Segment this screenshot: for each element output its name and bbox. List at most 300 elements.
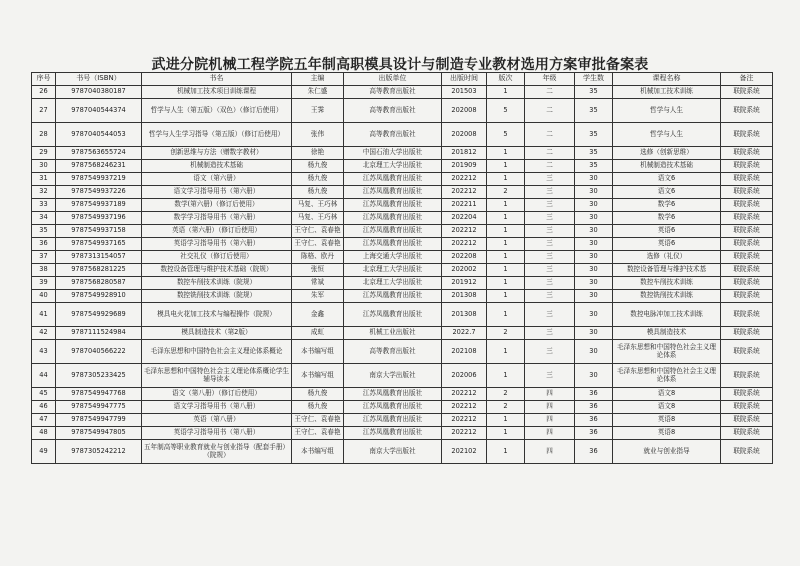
publish-date-cell: 201909 [442,160,487,173]
publish-date-cell: 201503 [442,86,487,99]
isbn-cell: 9787313154057 [56,251,142,264]
course-name-cell: 哲学与人生 [613,99,721,123]
row-number-cell: 35 [32,225,56,238]
edition-cell: 1 [487,277,525,290]
publish-date-cell: 202212 [442,401,487,414]
course-name-cell: 模具制造技术 [613,327,721,340]
row-number-cell: 37 [32,251,56,264]
publisher-cell: 江苏凤凰教育出版社 [344,401,442,414]
table-row [32,340,773,364]
column-header: 书号（ISBN） [56,73,142,86]
column-header: 学生数 [575,73,613,86]
isbn-cell: 9787305242212 [56,440,142,464]
remark-cell: 联院系统 [721,212,773,225]
book-title-cell: 英语（第六册）（修订后使用） [142,225,292,238]
book-title-cell: 机械加工技术项目训练课程 [142,86,292,99]
remark-cell: 联院系统 [721,327,773,340]
course-name-cell: 数控车削技术训练 [613,277,721,290]
column-header: 年级 [525,73,575,86]
editor-cell: 杨九俊 [292,160,344,173]
publish-date-cell: 201308 [442,290,487,303]
edition-cell: 1 [487,86,525,99]
grade-cell: 二 [525,147,575,160]
isbn-cell: 9787549937189 [56,199,142,212]
edition-cell: 1 [487,147,525,160]
course-name-cell: 数控电脉冲加工技术训练 [613,303,721,327]
isbn-cell: 9787549947805 [56,427,142,440]
remark-cell: 联院系统 [721,238,773,251]
publisher-cell: 高等教育出版社 [344,123,442,147]
editor-cell: 陈格、欧丹 [292,251,344,264]
grade-cell: 三 [525,277,575,290]
course-name-cell: 语文8 [613,388,721,401]
table-row [32,147,773,160]
publish-date-cell: 202002 [442,264,487,277]
editor-cell: 马复、王巧林 [292,212,344,225]
remark-cell: 联院系统 [721,414,773,427]
publisher-cell: 江苏凤凰教育出版社 [344,414,442,427]
publish-date-cell: 202008 [442,99,487,123]
table-row [32,303,773,327]
isbn-cell: 9787040380187 [56,86,142,99]
editor-cell: 本书编写组 [292,440,344,464]
grade-cell: 三 [525,225,575,238]
edition-cell: 2 [487,388,525,401]
row-number-cell: 28 [32,123,56,147]
edition-cell: 2 [487,186,525,199]
publisher-cell: 南京大学出版社 [344,440,442,464]
table-row [32,186,773,199]
column-header: 版次 [487,73,525,86]
book-title-cell: 哲学与人生（第五版）（双色）（修订后使用） [142,99,292,123]
student-count-cell: 30 [575,277,613,290]
book-title-cell: 创新思维与方法（赠数字教材） [142,147,292,160]
table-row [32,251,773,264]
table-row [32,327,773,340]
row-number-cell: 26 [32,86,56,99]
student-count-cell: 30 [575,238,613,251]
grade-cell: 四 [525,401,575,414]
publish-date-cell: 202204 [442,212,487,225]
grade-cell: 三 [525,238,575,251]
publisher-cell: 江苏凤凰教育出版社 [344,225,442,238]
edition-cell: 1 [487,225,525,238]
table-row [32,160,773,173]
isbn-cell: 9787549937196 [56,212,142,225]
remark-cell: 联院系统 [721,99,773,123]
edition-cell: 5 [487,99,525,123]
grade-cell: 三 [525,290,575,303]
row-number-cell: 49 [32,440,56,464]
publisher-cell: 江苏凤凰教育出版社 [344,212,442,225]
book-title-cell: 五年制高等职业教育就业与创业指导（配套手册）（院规） [142,440,292,464]
edition-cell: 1 [487,251,525,264]
book-title-cell: 社交礼仪（修订后使用） [142,251,292,264]
editor-cell: 杨九俊 [292,173,344,186]
student-count-cell: 30 [575,364,613,388]
book-title-cell: 数学(第六册)（修订后使用） [142,199,292,212]
textbook-table [31,72,773,464]
student-count-cell: 30 [575,225,613,238]
editor-cell: 杨九俊 [292,388,344,401]
isbn-cell: 9787568281225 [56,264,142,277]
isbn-cell: 9787568280587 [56,277,142,290]
edition-cell: 1 [487,303,525,327]
publish-date-cell: 201912 [442,277,487,290]
publish-date-cell: 202108 [442,340,487,364]
student-count-cell: 30 [575,199,613,212]
remark-cell: 联院系统 [721,86,773,99]
publish-date-cell: 202102 [442,440,487,464]
editor-cell: 杨九俊 [292,401,344,414]
row-number-cell: 48 [32,427,56,440]
publisher-cell: 南京大学出版社 [344,364,442,388]
book-title-cell: 哲学与人生学习指导（第五版）（修订后使用） [142,123,292,147]
isbn-cell: 9787549937219 [56,173,142,186]
isbn-cell: 9787549937226 [56,186,142,199]
isbn-cell: 9787568246231 [56,160,142,173]
grade-cell: 四 [525,414,575,427]
remark-cell: 联院系统 [721,290,773,303]
publish-date-cell: 2022.7 [442,327,487,340]
editor-cell: 本书编写组 [292,364,344,388]
student-count-cell: 35 [575,86,613,99]
publish-date-cell: 202212 [442,173,487,186]
remark-cell: 联院系统 [721,340,773,364]
editor-cell: 本书编写组 [292,340,344,364]
editor-cell: 张伟 [292,123,344,147]
publisher-cell: 北京理工大学出版社 [344,277,442,290]
course-name-cell: 语文6 [613,173,721,186]
book-title-cell: 语文（第六册） [142,173,292,186]
editor-cell: 王霁 [292,99,344,123]
table-row [32,212,773,225]
column-header: 备注 [721,73,773,86]
publisher-cell: 高等教育出版社 [344,99,442,123]
editor-cell: 王守仁、袁春艳 [292,414,344,427]
publisher-cell: 江苏凤凰教育出版社 [344,427,442,440]
isbn-cell: 9787040544053 [56,123,142,147]
isbn-cell: 9787563655724 [56,147,142,160]
table-row [32,123,773,147]
remark-cell: 联院系统 [721,123,773,147]
remark-cell: 联院系统 [721,251,773,264]
table-row [32,427,773,440]
table-row [32,99,773,123]
editor-cell: 王守仁、袁春艳 [292,225,344,238]
student-count-cell: 35 [575,99,613,123]
book-title-cell: 模具电火花加工技术与编程操作（院规） [142,303,292,327]
remark-cell: 联院系统 [721,225,773,238]
isbn-cell: 9787549947775 [56,401,142,414]
publish-date-cell: 201812 [442,147,487,160]
grade-cell: 二 [525,99,575,123]
remark-cell: 联院系统 [721,440,773,464]
isbn-cell: 9787549937158 [56,225,142,238]
grade-cell: 三 [525,212,575,225]
table-row [32,388,773,401]
grade-cell: 二 [525,86,575,99]
isbn-cell: 9787549928910 [56,290,142,303]
book-title-cell: 机械制造技术基础 [142,160,292,173]
edition-cell: 1 [487,238,525,251]
student-count-cell: 30 [575,212,613,225]
course-name-cell: 数学6 [613,199,721,212]
edition-cell: 1 [487,440,525,464]
student-count-cell: 30 [575,251,613,264]
book-title-cell: 英语学习指导用书（第八册） [142,427,292,440]
remark-cell: 联院系统 [721,173,773,186]
row-number-cell: 41 [32,303,56,327]
course-name-cell: 选修（礼仪） [613,251,721,264]
publish-date-cell: 202212 [442,388,487,401]
row-number-cell: 32 [32,186,56,199]
publisher-cell: 机械工业出版社 [344,327,442,340]
publisher-cell: 高等教育出版社 [344,86,442,99]
editor-cell: 杨九俊 [292,186,344,199]
column-header: 课程名称 [613,73,721,86]
publisher-cell: 江苏凤凰教育出版社 [344,303,442,327]
column-header: 出版单位 [344,73,442,86]
remark-cell: 联院系统 [721,388,773,401]
publish-date-cell: 202212 [442,414,487,427]
student-count-cell: 35 [575,123,613,147]
remark-cell: 联院系统 [721,199,773,212]
edition-cell: 5 [487,123,525,147]
table-row [32,277,773,290]
course-name-cell: 数学6 [613,212,721,225]
student-count-cell: 35 [575,147,613,160]
grade-cell: 二 [525,160,575,173]
grade-cell: 三 [525,303,575,327]
student-count-cell: 30 [575,173,613,186]
publisher-cell: 北京理工大学出版社 [344,160,442,173]
column-header: 出版时间 [442,73,487,86]
row-number-cell: 33 [32,199,56,212]
grade-cell: 四 [525,388,575,401]
table-row [32,440,773,464]
grade-cell: 三 [525,173,575,186]
grade-cell: 三 [525,364,575,388]
publisher-cell: 江苏凤凰教育出版社 [344,388,442,401]
row-number-cell: 36 [32,238,56,251]
remark-cell: 联院系统 [721,147,773,160]
grade-cell: 三 [525,186,575,199]
column-header: 主编 [292,73,344,86]
table-row [32,225,773,238]
table-row [32,290,773,303]
row-number-cell: 39 [32,277,56,290]
grade-cell: 四 [525,440,575,464]
editor-cell: 马复、王巧林 [292,199,344,212]
isbn-cell: 9787040566222 [56,340,142,364]
student-count-cell: 36 [575,388,613,401]
edition-cell: 1 [487,212,525,225]
publish-date-cell: 202212 [442,225,487,238]
publisher-cell: 中国石油大学出版社 [344,147,442,160]
editor-cell: 成虹 [292,327,344,340]
editor-cell: 徐艳 [292,147,344,160]
student-count-cell: 36 [575,401,613,414]
edition-cell: 1 [487,414,525,427]
student-count-cell: 36 [575,414,613,427]
student-count-cell: 30 [575,290,613,303]
publisher-cell: 北京理工大学出版社 [344,264,442,277]
column-header: 序号 [32,73,56,86]
edition-cell: 2 [487,327,525,340]
book-title-cell: 模具制造技术（第2版） [142,327,292,340]
grade-cell: 四 [525,427,575,440]
remark-cell: 联院系统 [721,427,773,440]
course-name-cell: 毛泽东思想和中国特色社会主义理论体系 [613,340,721,364]
course-name-cell: 哲学与人生 [613,123,721,147]
course-name-cell: 英语6 [613,238,721,251]
course-name-cell: 就业与创业指导 [613,440,721,464]
row-number-cell: 45 [32,388,56,401]
editor-cell: 金鑫 [292,303,344,327]
book-title-cell: 语文学习指导用书（第八册） [142,401,292,414]
editor-cell: 张恒 [292,264,344,277]
editor-cell: 王守仁、袁春艳 [292,427,344,440]
isbn-cell: 9787549937165 [56,238,142,251]
book-title-cell: 语文（第八册）（修订后使用） [142,388,292,401]
publish-date-cell: 202212 [442,427,487,440]
course-name-cell: 语文6 [613,186,721,199]
row-number-cell: 46 [32,401,56,414]
table-row [32,401,773,414]
publisher-cell: 江苏凤凰教育出版社 [344,238,442,251]
publish-date-cell: 202008 [442,123,487,147]
edition-cell: 1 [487,290,525,303]
row-number-cell: 31 [32,173,56,186]
isbn-cell: 9787549947799 [56,414,142,427]
publisher-cell: 江苏凤凰教育出版社 [344,290,442,303]
editor-cell: 朱军 [292,290,344,303]
table-row [32,414,773,427]
edition-cell: 1 [487,427,525,440]
publish-date-cell: 202212 [442,186,487,199]
student-count-cell: 30 [575,340,613,364]
edition-cell: 1 [487,364,525,388]
row-number-cell: 47 [32,414,56,427]
course-name-cell: 数控铣削技术训练 [613,290,721,303]
row-number-cell: 38 [32,264,56,277]
grade-cell: 二 [525,123,575,147]
document-title: 武进分院机械工程学院五年制高职模具设计与制造专业教材选用方案审批备案表 [151,57,649,73]
editor-cell: 王守仁、袁春艳 [292,238,344,251]
book-title-cell: 数控设备管理与维护技术基础（院规） [142,264,292,277]
book-title-cell: 语文学习指导用书（第六册） [142,186,292,199]
row-number-cell: 43 [32,340,56,364]
student-count-cell: 35 [575,160,613,173]
course-name-cell: 机械制造技术基础 [613,160,721,173]
publish-date-cell: 202006 [442,364,487,388]
course-name-cell: 语文8 [613,401,721,414]
book-title-cell: 数控车削技术训练（院规） [142,277,292,290]
remark-cell: 联院系统 [721,401,773,414]
book-title-cell: 数控铣削技术训练（院规） [142,290,292,303]
student-count-cell: 30 [575,186,613,199]
book-title-cell: 数学学习指导用书（第六册） [142,212,292,225]
row-number-cell: 40 [32,290,56,303]
table-body [32,86,773,464]
student-count-cell: 30 [575,303,613,327]
edition-cell: 1 [487,160,525,173]
isbn-cell: 9787549947768 [56,388,142,401]
publish-date-cell: 201308 [442,303,487,327]
row-number-cell: 42 [32,327,56,340]
publish-date-cell: 202208 [442,251,487,264]
publisher-cell: 江苏凤凰教育出版社 [344,173,442,186]
edition-cell: 1 [487,264,525,277]
publisher-cell: 江苏凤凰教育出版社 [344,199,442,212]
student-count-cell: 30 [575,264,613,277]
row-number-cell: 29 [32,147,56,160]
edition-cell: 1 [487,340,525,364]
publisher-cell: 高等教育出版社 [344,340,442,364]
column-header: 书名 [142,73,292,86]
row-number-cell: 34 [32,212,56,225]
publish-date-cell: 202212 [442,238,487,251]
remark-cell: 联院系统 [721,277,773,290]
student-count-cell: 30 [575,327,613,340]
remark-cell: 联院系统 [721,364,773,388]
row-number-cell: 44 [32,364,56,388]
course-name-cell: 英语8 [613,427,721,440]
edition-cell: 1 [487,173,525,186]
grade-cell: 三 [525,264,575,277]
course-name-cell: 英语6 [613,225,721,238]
edition-cell: 1 [487,199,525,212]
publisher-cell: 上海交通大学出版社 [344,251,442,264]
grade-cell: 三 [525,327,575,340]
isbn-cell: 9787111524984 [56,327,142,340]
isbn-cell: 9787040544374 [56,99,142,123]
editor-cell: 常斌 [292,277,344,290]
remark-cell: 联院系统 [721,186,773,199]
course-name-cell: 机械加工技术训练 [613,86,721,99]
course-name-cell: 选修（创新思维） [613,147,721,160]
remark-cell: 联院系统 [721,160,773,173]
remark-cell: 联院系统 [721,264,773,277]
student-count-cell: 36 [575,440,613,464]
grade-cell: 三 [525,251,575,264]
publish-date-cell: 202211 [442,199,487,212]
book-title-cell: 毛泽东思想和中国特色社会主义理论体系概论学生辅导读本 [142,364,292,388]
book-title-cell: 英语学习指导用书（第六册） [142,238,292,251]
table-row [32,199,773,212]
publisher-cell: 江苏凤凰教育出版社 [344,186,442,199]
isbn-cell: 9787549929689 [56,303,142,327]
table-row [32,86,773,99]
table-row [32,238,773,251]
isbn-cell: 9787305233425 [56,364,142,388]
course-name-cell: 英语8 [613,414,721,427]
grade-cell: 三 [525,199,575,212]
remark-cell: 联院系统 [721,303,773,327]
table-row [32,173,773,186]
row-number-cell: 30 [32,160,56,173]
student-count-cell: 36 [575,427,613,440]
row-number-cell: 27 [32,99,56,123]
table-row [32,364,773,388]
table-row [32,264,773,277]
editor-cell: 朱仁盛 [292,86,344,99]
book-title-cell: 毛泽东思想和中国特色社会主义理论体系概论 [142,340,292,364]
edition-cell: 2 [487,401,525,414]
book-title-cell: 英语（第八册） [142,414,292,427]
course-name-cell: 毛泽东思想和中国特色社会主义理论体系 [613,364,721,388]
